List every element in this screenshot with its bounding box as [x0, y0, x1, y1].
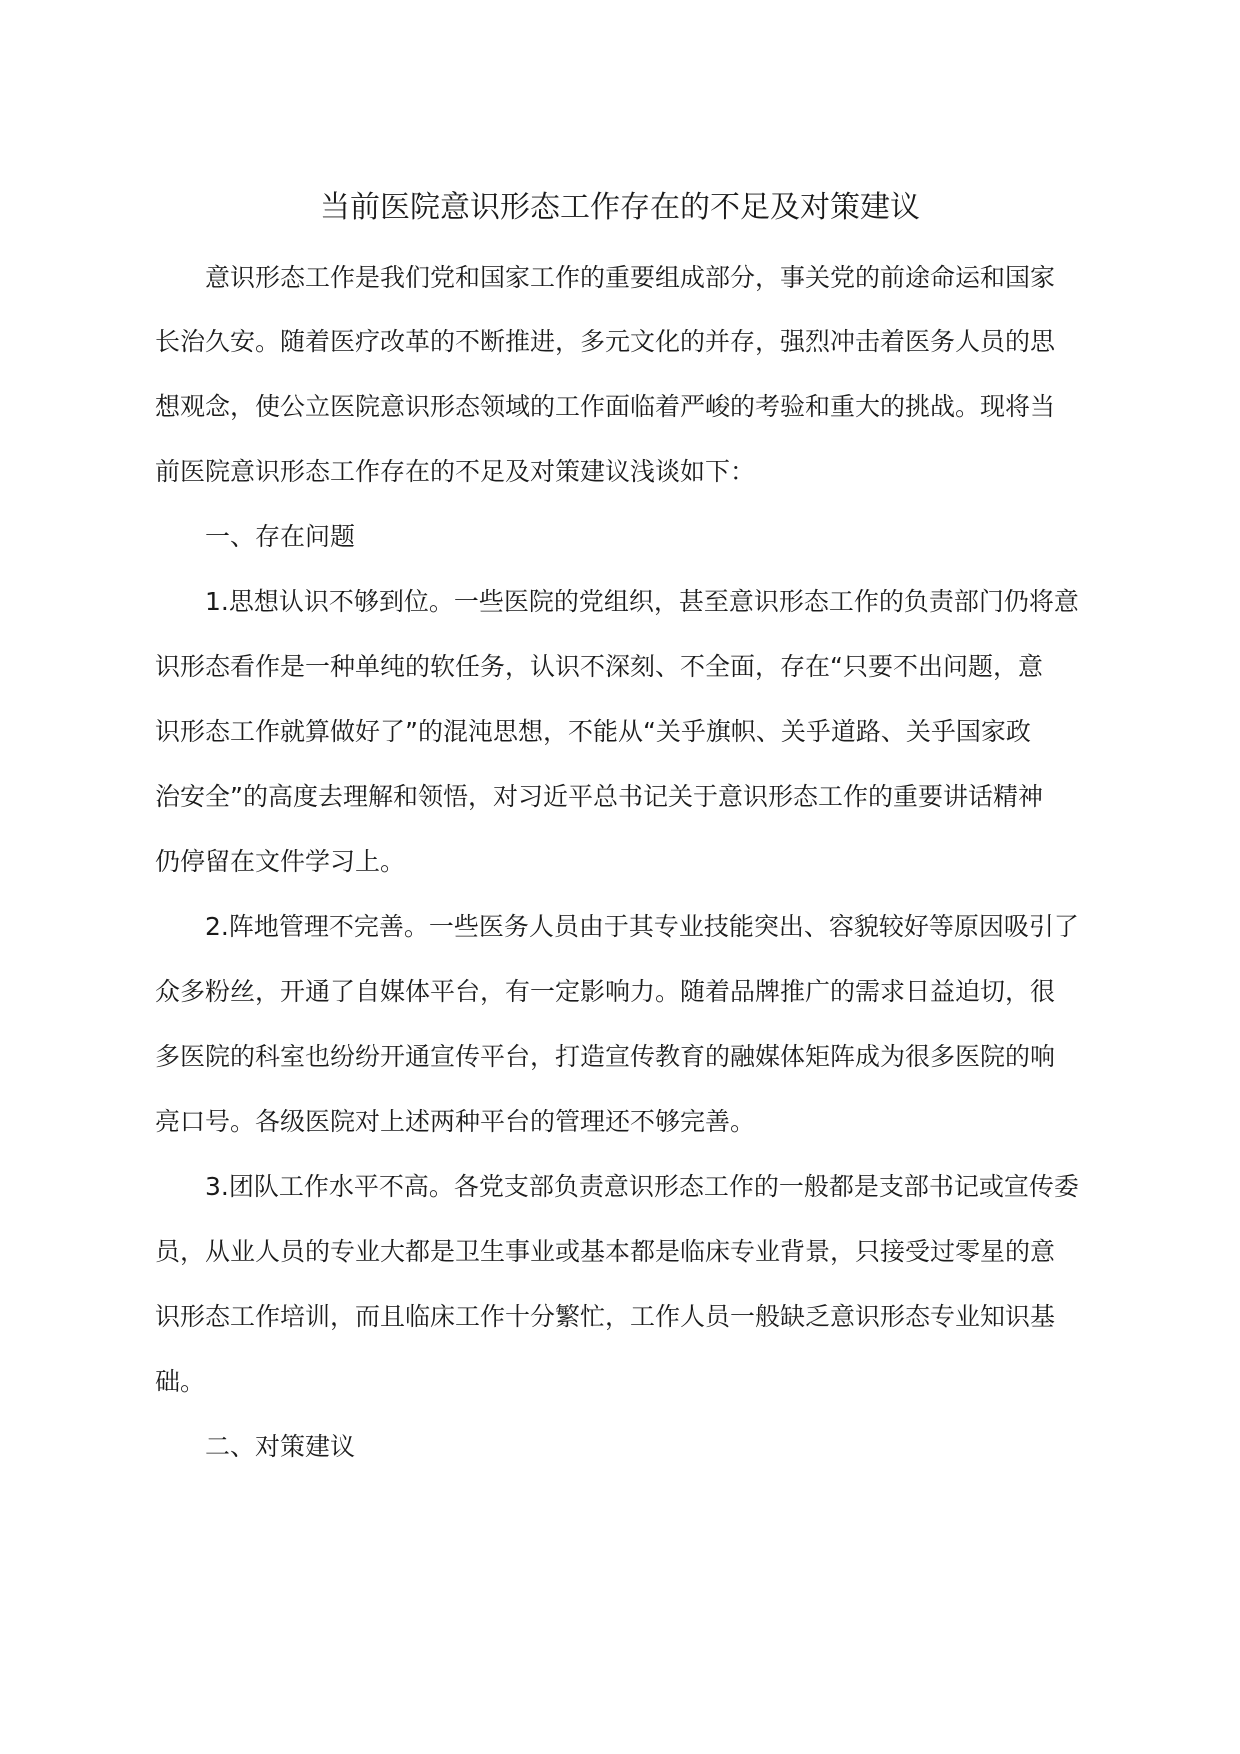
- paragraph-intro-line-3: 想观念，使公立医院意识形态领域的工作面临着严峻的考验和重大的挑战。现将当: [155, 392, 1056, 421]
- paragraph-point1-line-4: 治安全”的高度去理解和领悟，对习近平总书记关于意识形态工作的重要讲话精神: [155, 782, 1043, 811]
- paragraph-intro-line-4: 前医院意识形态工作存在的不足及对策建议浅谈如下：: [155, 457, 756, 486]
- section-heading-recommendations: 二、对策建议: [205, 1432, 356, 1461]
- paragraph-point1-line-5: 仍停留在文件学习上。: [155, 847, 406, 876]
- section-heading-problems: 一、存在问题: [205, 522, 356, 551]
- paragraph-point2-line-3: 多医院的科室也纷纷开通宣传平台，打造宣传教育的融媒体矩阵成为很多医院的响: [155, 1042, 1056, 1071]
- paragraph-point1-line-3: 识形态工作就算做好了”的混沌思想，不能从“关乎旗帜、关乎道路、关乎国家政: [155, 717, 1031, 746]
- document-title: 当前医院意识形态工作存在的不足及对策建议: [320, 190, 920, 225]
- paragraph-intro-line-2: 长治久安。随着医疗改革的不断推进，多元文化的并存，强烈冲击着医务人员的思: [155, 327, 1056, 356]
- paragraph-point3-line-1: 3.团队工作水平不高。各党支部负责意识形态工作的一般都是支部书记或宣传委: [205, 1172, 1079, 1201]
- paragraph-point2-line-1: 2.阵地管理不完善。一些医务人员由于其专业技能突出、容貌较好等原因吸引了: [205, 912, 1079, 941]
- paragraph-point2-line-2: 众多粉丝，开通了自媒体平台，有一定影响力。随着品牌推广的需求日益迫切，很: [155, 977, 1056, 1006]
- paragraph-point1-line-1: 1.思想认识不够到位。一些医院的党组织，甚至意识形态工作的负责部门仍将意: [205, 587, 1079, 616]
- paragraph-point3-line-4: 础。: [155, 1367, 206, 1396]
- paragraph-point3-line-2: 员，从业人员的专业大都是卫生事业或基本都是临床专业背景，只接受过零星的意: [155, 1237, 1056, 1266]
- paragraph-point2-line-4: 亮口号。各级医院对上述两种平台的管理还不够完善。: [155, 1107, 756, 1136]
- paragraph-intro-line-1: 意识形态工作是我们党和国家工作的重要组成部分，事关党的前途命运和国家: [205, 263, 1056, 292]
- paragraph-point1-line-2: 识形态看作是一种单纯的软任务，认识不深刻、不全面，存在“只要不出问题，意: [155, 652, 1043, 681]
- paragraph-point3-line-3: 识形态工作培训，而且临床工作十分繁忙，工作人员一般缺乏意识形态专业知识基: [155, 1302, 1056, 1331]
